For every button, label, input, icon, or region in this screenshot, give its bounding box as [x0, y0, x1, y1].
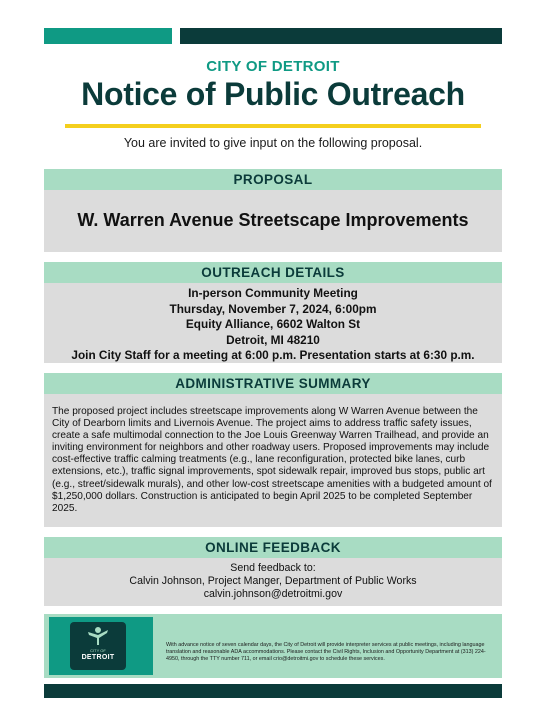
- city-label: CITY OF DETROIT: [206, 58, 340, 75]
- proposal-title: W. Warren Avenue Streetscape Improvements: [77, 210, 469, 230]
- outreach-line: Thursday, November 7, 2024, 6:00pm: [169, 301, 377, 316]
- title-underline: [65, 124, 481, 128]
- invite-text: You are invited to give input on the following proposal.: [123, 136, 423, 150]
- bottom-accent-bar: [44, 684, 502, 698]
- top-accent-bar-left: [44, 28, 172, 44]
- feedback-heading: ONLINE FEEDBACK: [44, 537, 502, 558]
- proposal-section: [44, 190, 502, 252]
- outreach-line: Detroit, MI 48210: [226, 332, 320, 347]
- outreach-line: In-person Community Meeting: [188, 286, 358, 300]
- logo-sub-text: CITY OF: [90, 648, 106, 653]
- spirit-figure-icon: [84, 626, 112, 646]
- feedback-email[interactable]: calvin.johnson@detroitmi.gov: [203, 588, 343, 600]
- logo-text: DETROIT: [81, 654, 115, 661]
- page-title: Notice of Public Outreach: [81, 76, 465, 112]
- feedback-line: Send feedback to:: [230, 562, 316, 574]
- feedback-section: [44, 558, 502, 606]
- outreach-heading: OUTREACH DETAILS: [44, 262, 502, 283]
- summary-text: The proposed project includes streetscape improvements along W Warren Avenue between the City of Dearborn limits and Livernois Avenue. The project aims to address traffic safety issues, create a safe multimodal connection to the Joe Louis Greenway Warren Trailhead, and provide an inviting environment for neighbors and other roadway users. Proposed improvements may include cost-effective traffic calming treatments (e.g., lane reconfiguration, protected bike lanes, curb extensions, etc.), traffic signal improvements, spot sidewalk repair, improved bus stops, public art (e.g., street/sidewalk murals), and other low-cost streetscape amenities with a budgeted amount of $1,250,000 dollars. Construction is anticipated to begin April 2025 to be completed September 2025.: [52, 406, 492, 514]
- summary-heading: ADMINISTRATIVE SUMMARY: [44, 373, 502, 394]
- summary-section: [44, 394, 502, 527]
- top-accent-bar-right: [180, 28, 502, 44]
- outreach-line: Join City Staff for a meeting at 6:00 p.m. Presentation starts at 6:30 p.m.: [71, 348, 475, 362]
- accessibility-note: With advance notice of seven calendar days, the City of Detroit will provide interpreter services at public meetings, including language translation and reasonable ADA accommodations. Please contact the Civil Rights, Inclusion and Opportunity Department at (313) 224-4950, through the TTY number 711, or email crio@detroitmi.gov to schedule these services.: [166, 642, 486, 662]
- outreach-line: Equity Alliance, 6602 Walton St: [185, 317, 361, 331]
- proposal-heading: PROPOSAL: [44, 169, 502, 190]
- feedback-contact-name: Calvin Johnson, Project Manger, Department of Public Works: [129, 575, 417, 587]
- outreach-section: [44, 283, 502, 363]
